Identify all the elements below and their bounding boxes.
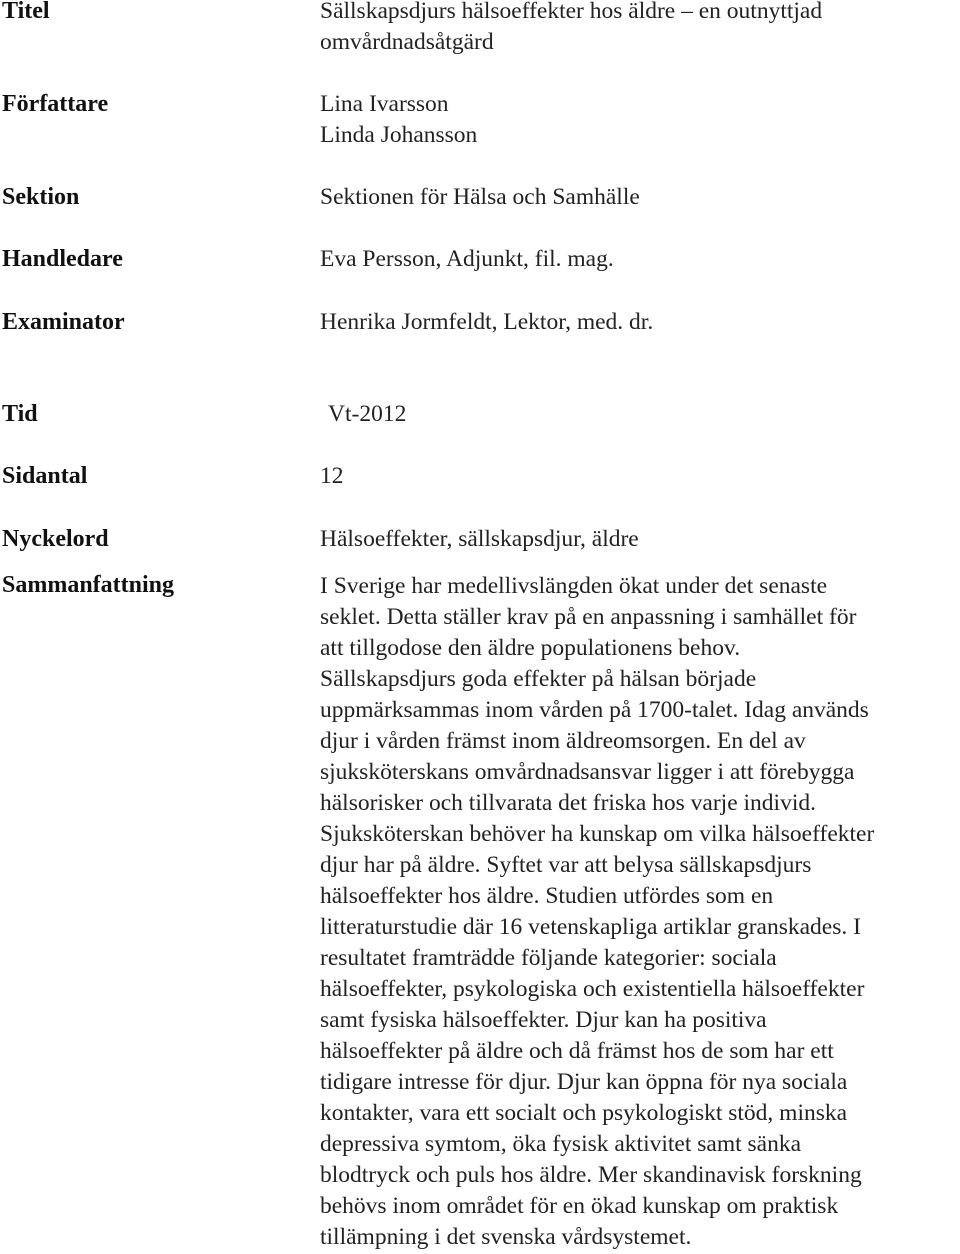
- summary-line: hälsorisker och tillvarata det friska hos varje individ.: [320, 790, 816, 816]
- summary-line: djur i vården främst inom äldreomsorgen. En del av: [320, 728, 806, 754]
- summary-line: seklet. Detta ställer krav på en anpassning i samhället för: [320, 604, 857, 630]
- keywords-value: Hälsoeffekter, sällskapsdjur, äldre: [320, 526, 639, 552]
- summary-line: I Sverige har medellivslängden ökat under det senaste: [320, 573, 828, 599]
- section-label: Sektion: [2, 184, 80, 210]
- summary-line: tillämpning i det svenska vårdsystemet.: [320, 1224, 692, 1250]
- title-label: Titel: [2, 0, 50, 24]
- summary-line: djur har på äldre. Syftet var att belysa sällskapsdjurs: [320, 852, 812, 878]
- authors-label: Författare: [2, 91, 109, 117]
- title-value: [320, 0, 822, 58]
- summary-line: litteraturstudie där 16 vetenskapliga artiklar granskades. I: [320, 914, 861, 940]
- time-label: Tid: [2, 401, 38, 427]
- page-count-value: 12: [320, 463, 344, 489]
- supervisor-value: Eva Persson, Adjunkt, fil. mag.: [320, 246, 614, 272]
- supervisor-label: Handledare: [2, 246, 123, 272]
- summary-line: samt fysiska hälsoeffekter. Djur kan ha positiva: [320, 1007, 767, 1033]
- summary-line: hälsoeffekter, psykologiska och existentiella hälsoeffekter: [320, 976, 865, 1002]
- time-value: Vt-2012: [328, 401, 407, 427]
- summary-line: depressiva symtom, öka fysisk aktivitet samt sänka: [320, 1131, 802, 1157]
- summary-line: sjuksköterskans omvårdnadsansvar ligger i att förebygga: [320, 759, 855, 785]
- title-line: omvårdnadsåtgärd: [320, 29, 494, 55]
- summary-line: Sällskapsdjurs goda effekter på hälsan började: [320, 666, 757, 692]
- title-line: Sällskapsdjurs hälsoeffekter hos äldre – en outnyttjad: [320, 0, 823, 24]
- summary-line: att tillgodose den äldre populationens behov.: [320, 635, 741, 661]
- summary-line: kontakter, vara ett socialt och psykologiskt stöd, minska: [320, 1100, 848, 1126]
- authors-value: [320, 89, 477, 151]
- author-name: Linda Johansson: [320, 122, 478, 148]
- page-count-label: Sidantal: [2, 463, 88, 489]
- summary-text: [320, 571, 960, 1253]
- keywords-label: Nyckelord: [2, 526, 109, 552]
- summary-line: hälsoeffekter på äldre och då främst hos de som har ett: [320, 1038, 834, 1064]
- summary-line: resultatet framträdde följande kategorier: sociala: [320, 945, 777, 971]
- section-value: Sektionen för Hälsa och Samhälle: [320, 184, 640, 210]
- summary-line: behövs inom området för en ökad kunskap om praktisk: [320, 1193, 839, 1219]
- examiner-label: Examinator: [2, 309, 125, 335]
- author-name: Lina Ivarsson: [320, 91, 449, 117]
- summary-line: blodtryck och puls hos äldre. Mer skandinavisk forskning: [320, 1162, 862, 1188]
- summary-line: hälsoeffekter hos äldre. Studien utfördes som en: [320, 883, 774, 909]
- summary-line: uppmärksammas inom vården på 1700-talet. Idag används: [320, 697, 869, 723]
- summary-label: Sammanfattning: [2, 572, 175, 598]
- summary-line: Sjuksköterskan behöver ha kunskap om vilka hälsoeffekter: [320, 821, 875, 847]
- summary-line: tidigare intresse för djur. Djur kan öppna för nya sociala: [320, 1069, 848, 1095]
- examiner-value: Henrika Jormfeldt, Lektor, med. dr.: [320, 309, 654, 335]
